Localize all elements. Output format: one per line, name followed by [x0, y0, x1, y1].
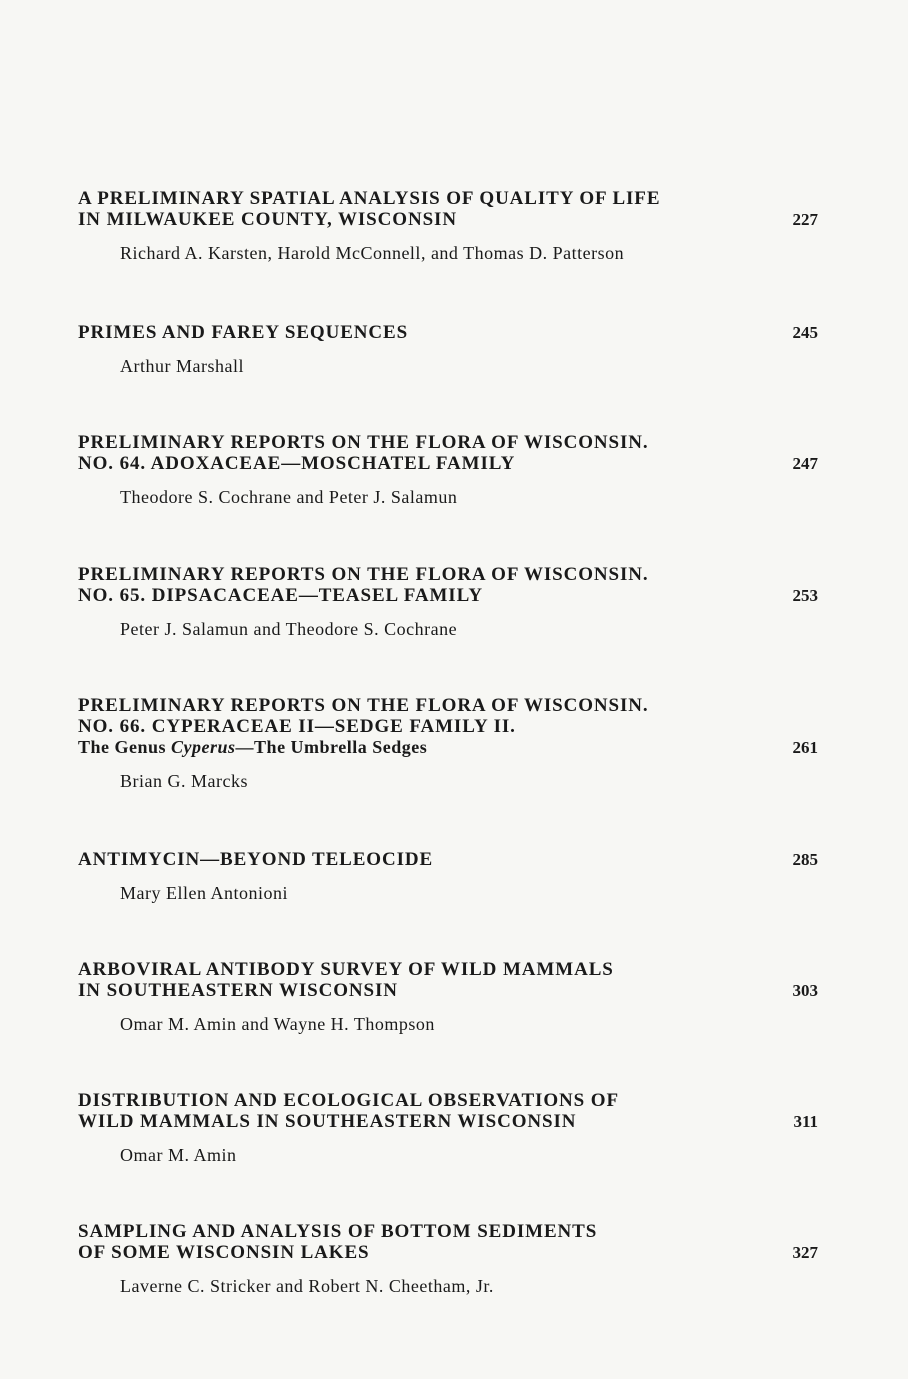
article-authors: Peter J. Salamun and Theodore S. Cochrane [120, 619, 458, 639]
article-title-line: PRELIMINARY REPORTS ON THE FLORA OF WISCONSIN. [78, 432, 649, 453]
page-number: 245 [792, 323, 818, 342]
toc-entry[interactable] [78, 1221, 818, 1297]
article-title-line: IN SOUTHEASTERN WISCONSIN [78, 980, 398, 1001]
subtitle-genus: Cyperus [171, 737, 236, 757]
toc-entry[interactable] [78, 322, 818, 377]
page-number: 285 [792, 850, 818, 869]
article-title-line: OF SOME WISCONSIN LAKES [78, 1242, 370, 1263]
article-title-line: DISTRIBUTION AND ECOLOGICAL OBSERVATIONS OF [78, 1090, 619, 1111]
page-number: 247 [792, 454, 818, 473]
article-authors: Arthur Marshall [120, 356, 244, 376]
page-number: 327 [792, 1243, 818, 1262]
article-title-line: NO. 65. DIPSACACEAE—TEASEL FAMILY [78, 585, 484, 606]
article-authors: Richard A. Karsten, Harold McConnell, and Thomas D. Patterson [120, 243, 625, 263]
article-title-line: A PRELIMINARY SPATIAL ANALYSIS OF QUALITY OF LIFE [78, 188, 661, 209]
page-number: 253 [792, 586, 818, 605]
article-title-line: IN MILWAUKEE COUNTY, WISCONSIN [78, 209, 457, 230]
toc-entry[interactable] [78, 564, 818, 640]
page-number: 227 [792, 210, 818, 229]
article-title-line: WILD MAMMALS IN SOUTHEASTERN WISCONSIN [78, 1111, 577, 1132]
toc-entry[interactable] [78, 188, 818, 264]
subtitle-text: —The Umbrella Sedges [235, 737, 428, 757]
article-authors: Mary Ellen Antonioni [120, 883, 288, 903]
toc-entry[interactable] [78, 432, 818, 508]
toc-entry[interactable] [78, 695, 818, 792]
toc-entry[interactable] [78, 1090, 818, 1166]
article-title-line: NO. 66. CYPERACEAE II—SEDGE FAMILY II. [78, 716, 516, 737]
article-title-line: NO. 64. ADOXACEAE—MOSCHATEL FAMILY [78, 453, 516, 474]
article-title-line: SAMPLING AND ANALYSIS OF BOTTOM SEDIMENTS [78, 1221, 598, 1242]
article-authors: Laverne C. Stricker and Robert N. Cheetham, Jr. [120, 1276, 494, 1296]
article-title-line: PRELIMINARY REPORTS ON THE FLORA OF WISCONSIN. [78, 695, 649, 716]
page-number: 303 [792, 981, 818, 1000]
toc-entry[interactable] [78, 959, 818, 1035]
article-authors: Theodore S. Cochrane and Peter J. Salamun [120, 487, 458, 507]
article-subtitle [78, 737, 818, 758]
subtitle-text: The Genus [78, 737, 172, 757]
toc-entry[interactable] [78, 849, 818, 904]
article-title-line: ARBOVIRAL ANTIBODY SURVEY OF WILD MAMMALS [78, 959, 614, 980]
page-number: 311 [793, 1112, 818, 1131]
article-authors: Brian G. Marcks [120, 771, 248, 791]
article-authors: Omar M. Amin [120, 1145, 237, 1165]
article-title-line: PRIMES AND FAREY SEQUENCES [78, 322, 409, 343]
article-title-line: ANTIMYCIN—BEYOND TELEOCIDE [78, 849, 434, 870]
article-title-line: PRELIMINARY REPORTS ON THE FLORA OF WISCONSIN. [78, 564, 649, 585]
page-number: 261 [792, 738, 818, 757]
article-authors: Omar M. Amin and Wayne H. Thompson [120, 1014, 435, 1034]
